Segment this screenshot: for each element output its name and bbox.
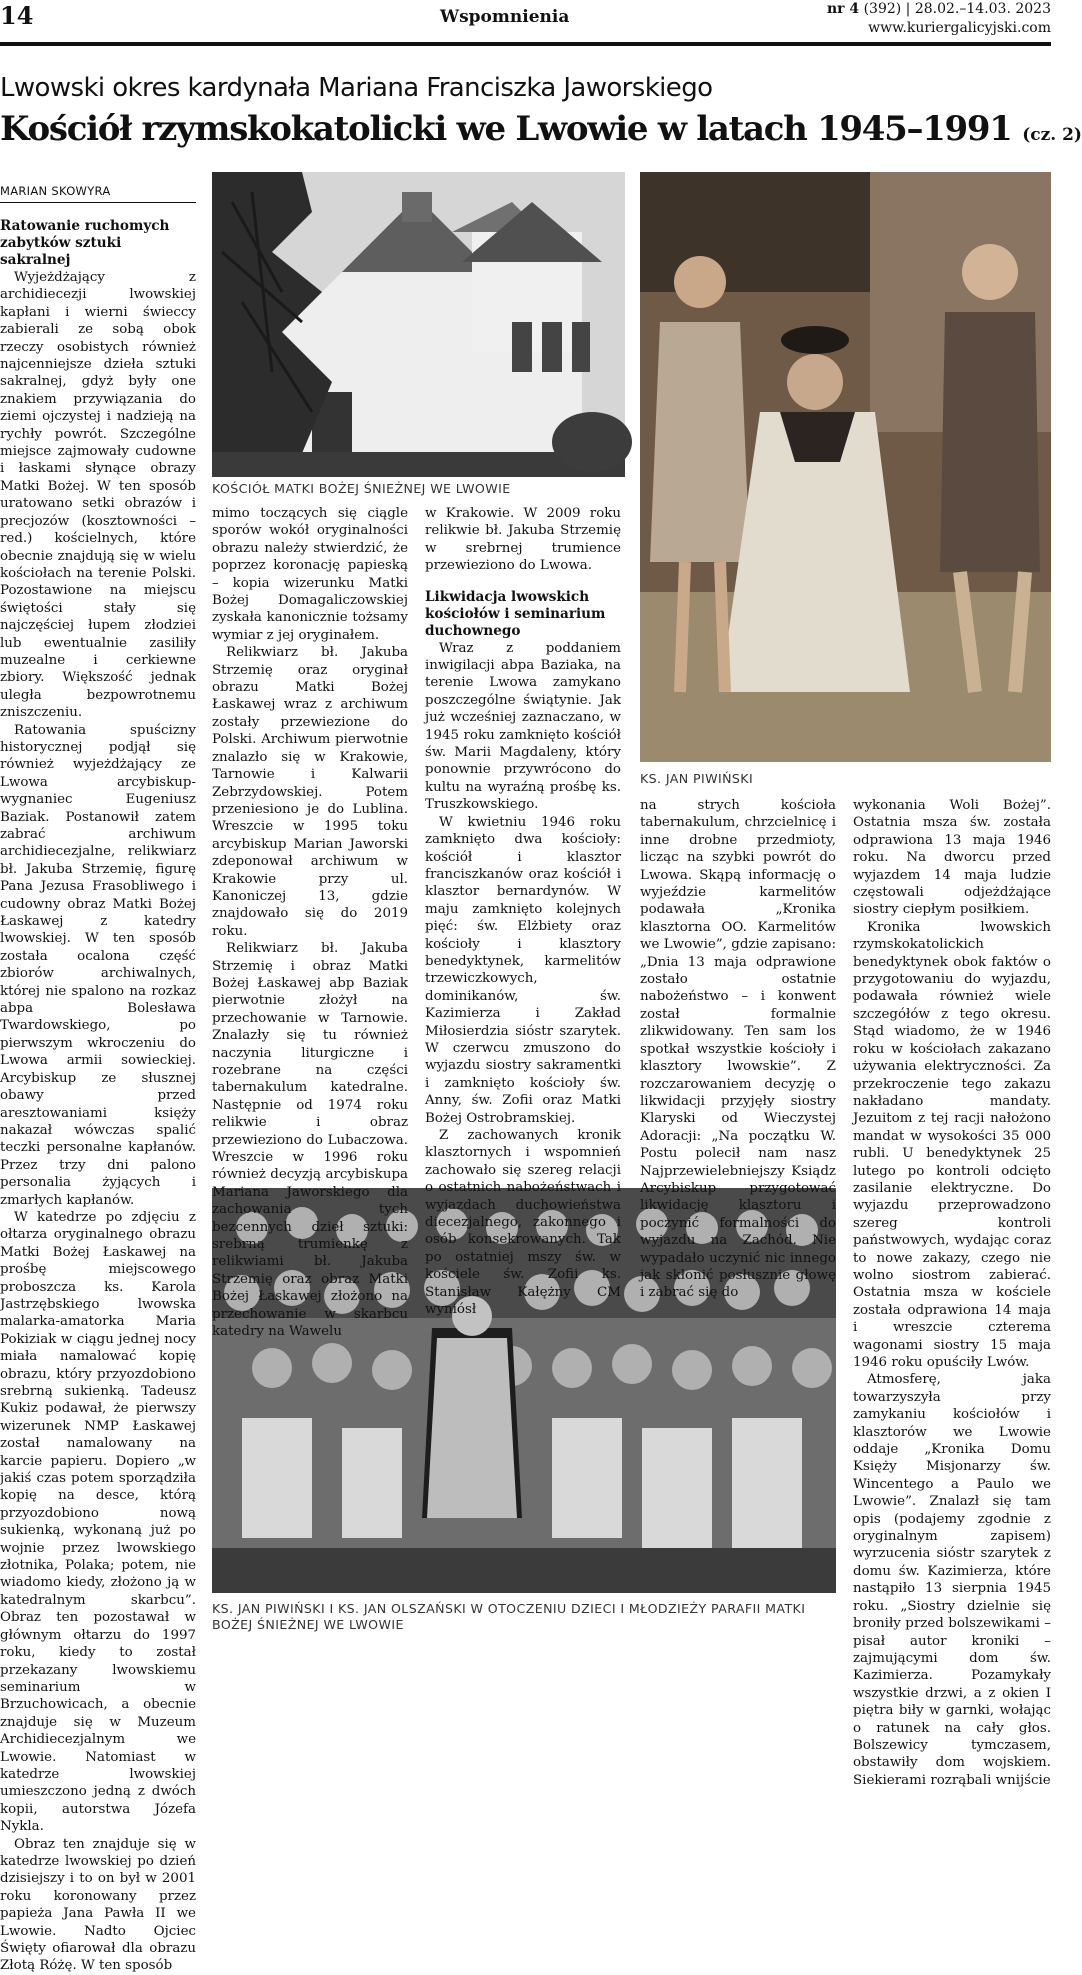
- article-part: (cz. 2): [1022, 125, 1082, 145]
- paragraph: w Krakowie. W 2009 roku relikwie bł. Jakuba Strzemię w srebrnej trumience przewieziono do Lwowa.: [425, 506, 621, 574]
- paragraph: Kronika lwowskich rzymskokatolickich benedyktynek obok faktów o przygotowaniu do wyjazdu, podawała również wiele szczegółów z tego okresu. Stąd wiadomo, że w 1946 roku w kościołach zakazano używania elektryczności. Za przekroczenie tego zakazu nakładano mandaty. Jezuitom z tej racji nałożono mandat w wysokości 35 000 rubli. U benedyktynek 25 lutego po kontroli odcięto zasilanie elektryczne. Do wyjazdu przeprowadzono szereg kontroli państwowych, wydając coraz to nowe zakazy, czego nie wolno siostrom zabierać. Ostatnia msza w kościele została odprawiona 14 maja i wreszcie czterema wagonami siostry 15 maja 1946 roku opuściły Lwów.: [853, 919, 1051, 1370]
- issue-number: nr 4: [826, 1, 860, 17]
- author-rule: [0, 202, 196, 203]
- issue-info: [790, 0, 1051, 18]
- article-title-text: Kościół rzymskokatolicki we Lwowie w latach 1945–1991: [0, 109, 1012, 149]
- column-1: [0, 216, 196, 1975]
- paragraph: mimo toczących się ciągle sporów wokół oryginalności obrazu należy stwierdzić, że poprzez koronację papieską – kopia wizerunku Matki Bożej Domagaliczowskiej zyskała kanonicznie tożsamy wymiar z jej oryginałem.: [212, 506, 408, 643]
- church-caption: KOŚCIÓŁ MATKI BOŻEJ ŚNIEŻNEJ WE LWOWIE: [212, 481, 511, 496]
- header-rule: [0, 42, 1051, 46]
- paragraph: na strych kościoła tabernakulum, chrzcielnicę i inne drobne przedmioty, licząc na szybki powrót do Lwowa. Skąpą informację o wyjeździe karmelitów podawała „Kronika klasztorna OO. Karmelitów we Lwowie”, gdzie zapisano: „Dnia 13 maja odprawione zostało ostatnie nabożeństwo – i konwent został formalnie zlikwidowany. Ten sam los spotkał wszystkie kościoły i klasztory lwowskie”. Z rozczarowaniem decyzję o likwidacji przyjęły siostry Klaryski od Wieczystej Adoracji: „Na początku W. Postu polecił nam nasz Najprzewielebniejszy Ksiądz Arcybiskup przygotować likwidację klasztoru i poczynić formalności do wyjazdu na Zachód. Nie wypadało uczynić nic innego jak skłonić posłusznie głowę i zabrać się do: [640, 798, 836, 1301]
- paragraph: Wyjeżdżający z archidiecezji lwowskiej kapłani i wierni świeccy zabierali ze sobą obok rzeczy osobistych również najcenniejsze dzieła sztuki sakralnej, gdyż były one znakiem przywiązania do ziemi ojczystej i nadzieją na rychły powrót. Szczególne miejsce zajmowały cudowne i łaskami słynące obrazy Matki Bożej. W ten sposób uratowano setki obrazów i precjozów (kosztowności – red.) kościelnych, które obecnie znajdują się w wielu kościołach na terenie Polski. Pozostawione na miejscu świętości stały się najczęściej łupem złodziei lub ewentualnie zasiliły muzealne i cerkiewne zbiory. Większość jednak uległa bezpowrotnemu zniszczeniu.: [0, 270, 196, 721]
- paragraph: W katedrze po zdjęciu z ołtarza oryginalnego obrazu Matki Bożej Łaskawej na prośbę miejscowego proboszcza ks. Karola Jastrzębskiego lwowska malarka-amatorka Maria Pokiziak w ciągu jednej nocy miała namalować kopię obrazu, który przyozdobiono srebrną sukienką. Tadeusz Kukiz podawał, że pierwszy wizerunek NMP Łaskawej został namalowany na karcie papieru. Dopiero „w jakiś czas potem sporządziła kopię na desce, którą przyozdobiono nową sukienką, wykonaną już po wojnie przez lwowskiego złotnika, Polaka; potem, nie wiadomo kiedy, złożono ją w katedralnym skarbcu”. Obraz ten pozostawał w głównym ołtarzu do 1997 roku, kiedy to został przekazany lwowskiemu seminarium w Brzuchowicach, a obecnie znajduje się w Muzeum Archidiecezjalnym we Lwowie. Natomiast w katedrze lwowskiej umieszczono jedną z dwóch kopii, autorstwa Józefa Nykla.: [0, 1209, 196, 1835]
- section-title: Wspomnienia: [440, 7, 570, 27]
- paragraph: Wraz z poddaniem inwigilacji abpa Baziaka, na terenie Lwowa zamykano poszczególne świątynie. Jak już wcześniej zaznaczano, w 1945 roku zamknięto kościół św. Marii Magdaleny, który ponownie przywrócono do kultu na wyraźną prośbę ks. Truszkowskiego.: [425, 640, 621, 813]
- column-2: [212, 505, 408, 1341]
- column-3: [425, 505, 621, 1318]
- church-photo: [212, 172, 625, 477]
- column-5: [853, 797, 1051, 1789]
- section-heading-rescue: Ratowanie ruchomych zabytków sztuki sakralnej: [0, 218, 170, 268]
- group-caption: KS. JAN PIWIŃSKI I KS. JAN OLSZAŃSKI W OTOCZENIU DZIECI I MŁODZIEŻY PARAFII MATKI BOŻEJ ŚNIEŻNEJ WE LWOWIE: [212, 1601, 806, 1632]
- paragraph: Atmosferę, jaka towarzyszyła przy zamykaniu kościołów i klasztorów we Lwowie oddaje „Kronika Domu Księży Misjonarzy św. Wincentego a Paulo we Lwowie”. Znalazł się tam opis (podajemy zgodnie z oryginalnym zapisem) wyrzucenia sióstr szarytek z domu św. Kazimierza, które nastąpiło 13 sierpnia 1945 roku. „Siostry dzielnie się broniły przed bolszewikami – pisał autor kroniki – zajmującymi dom św. Kazimierza. Pozamykały wszystkie drzwi, a z okien I piętra biły w garnki, wołając o ratunek na cały głos. Bolszewicy tymczasem, obstawiły dom wojskiem. Siekierami rozrąbali wnijście: [853, 1372, 1051, 1788]
- paragraph: Obraz ten znajduje się w katedrze lwowskiej po dzień dzisiejszy i to on był w 2001 roku koronowany przez papieża Jana Pawła II we Lwowie. Nadto Ojciec Święty ofiarował dla obrazu Złotą Różę. W ten sposób: [0, 1836, 196, 1974]
- paragraph: wykonania Woli Bożej”. Ostatnia msza św. została odprawiona 13 maja 1946 roku. Na dworcu przed wyjazdem 14 maja ludzie częstowali odjeżdżające siostry ciepłym posiłkiem.: [853, 798, 1051, 918]
- paragraph: W kwietniu 1946 roku zamknięto dwa kościoły: kościół i klasztor franciszkanów oraz kościół i klasztor bernardynów. W maju zamknięto kolejnych pięć: św. Elżbiety oraz kościoły i klasztory benedyktynek, karmelitów trzewiczkowych, dominikanów, św. Kazimierza i Zakład Miłosierdzia sióstr szarytek. W czerwcu zmuszono do wyjazdu siostry sakramentki i zamknięto kościoły św. Anny, św. Zofii oraz Matki Bożej Ostrobramskiej.: [425, 814, 621, 1126]
- priest-caption: KS. JAN PIWIŃSKI: [640, 771, 754, 786]
- article-kicker: Lwowski okres kardynała Mariana Franciszka Jaworskiego: [0, 73, 713, 103]
- section-heading-liquidation: Likwidacja lwowskich kościołów i seminarium duchownego: [425, 588, 606, 639]
- paragraph: Ratowania spuścizny historycznej podjął się również wyjeżdżający ze Lwowa arcybiskup-wygnaniec Eugeniusz Baziak. Postanowił zatem zabrać archiwum archidiecezjalne, relikwiarz bł. Jakuba Strzemię, figurę Pana Jezusa Frasobliwego i cudowny obraz Matki Bożej Łaskawej z katedry lwowskiej. W ten sposób została ocalona część zbiorów archiwalnych, której nie spalono na rozkaz abpa Bolesława Twardowskiego, po pierwszym wkroczeniu do Lwowa armii sowieckiej. Arcybiskup ze słusznej obawy przed aresztowaniami księży nakazał wówczas spalić teczki personalne kapłanów. Przez trzy dni palono personalia żyjących i zmarłych kapłanów.: [0, 722, 196, 1208]
- paragraph: Relikwiarz bł. Jakuba Strzemię oraz oryginał obrazu Matki Bożej Łaskawej wraz z archiwum zostały przewiezione do Polski. Archiwum pierwotnie znalazło się w Krakowie, Tarnowie i Kalwarii Zebrzydowskiej. Potem przeniesiono je do Lublina. Wreszcie w 1995 toku arcybiskup Marian Jaworski zdeponował archiwum w Krakowie przy ul. Kanoniczej 13, gdzie znajdowało się do 2019 roku.: [212, 645, 408, 939]
- article-title: [0, 108, 1082, 156]
- paragraph: Z zachowanych kronik klasztornych i wspomnień zachowało się szereg relacji o ostatnich nabożeństwach i wyjazdach duchowieństwa diecezjalnego, zakonnego i osób konsekrowanych. Tak po ostatniej mszy św. w kościele św. Zofii ks. Stanisław Kałężny CM wyniósł: [425, 1128, 621, 1318]
- priest-photo: [640, 172, 1051, 762]
- site-url[interactable]: www.kuriergalicyjski.com: [868, 20, 1051, 36]
- issue-dates: (392) | 28.02.–14.03. 2023: [859, 1, 1051, 17]
- column-4: [640, 797, 836, 1302]
- author-byline: MARIAN SKOWYRA: [0, 184, 111, 198]
- page-number: 14: [0, 1, 34, 30]
- paragraph: Relikwiarz bł. Jakuba Strzemię i obraz Matki Bożej Łaskawej abp Baziak pierwotnie złożył na przechowanie w Tarnowie. Znalazły się tu również naczynia liturgiczne i rozebrane na części tabernakulum katedralne. Następnie od 1974 roku relikwie i obraz przewieziono do Lubaczowa. Wreszcie w 1996 roku również decyzją arcybiskupa Mariana Jaworskiego dla zachowania tych bezcennych dzieł sztuki: srebrną trumienkę z relikwiami bł. Jakuba Strzemię oraz obraz Matki Bożej Łaskawej złożono na przechowanie w skarbcu katedry na Wawelu: [212, 941, 408, 1340]
